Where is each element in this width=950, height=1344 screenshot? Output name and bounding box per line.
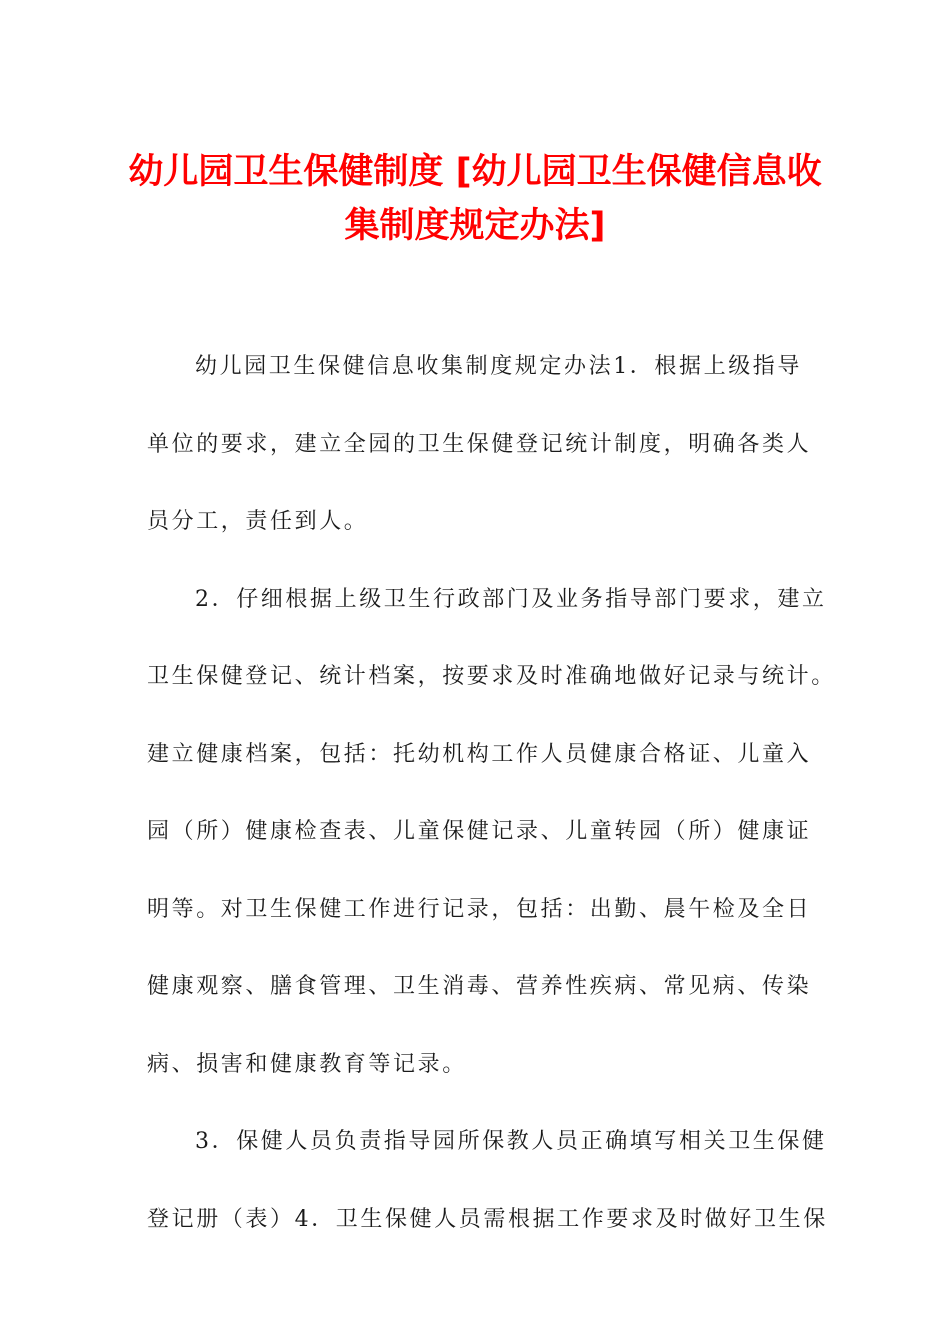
title-line-1: 幼儿园卫生保健制度 [幼儿园卫生保健信息收 xyxy=(128,152,822,192)
body-line-1: 幼儿园卫生保健信息收集制度规定办法1．根据上级指导 xyxy=(195,354,802,379)
body-line-11: 3．保健人员负责指导园所保教人员正确填写相关卫生保健 xyxy=(195,1129,827,1154)
body-line-6: 建立健康档案，包括：托幼机构工作人员健康合格证、儿童入 xyxy=(147,741,812,767)
document-title xyxy=(120,145,830,253)
body-line-7: 园（所）健康检查表、儿童保健记录、儿童转园（所）健康证 xyxy=(147,819,812,844)
body-line-10: 病、损害和健康教育等记录。 xyxy=(147,1051,467,1077)
body-line-2: 单位的要求，建立全园的卫生保健登记统计制度，明确各类人 xyxy=(147,431,812,457)
body-line-12: 登记册（表）4．卫生保健人员需根据工作要求及时做好卫生保 xyxy=(147,1206,828,1232)
title-line-2: 集制度规定办法] xyxy=(344,206,606,246)
body-line-5: 卫生保健登记、统计档案，按要求及时准确地做好记录与统计。 xyxy=(147,664,836,689)
body-line-4: 2．仔细根据上级卫生行政部门及业务指导部门要求，建立 xyxy=(195,586,827,612)
document-body xyxy=(147,328,836,1258)
body-line-3: 员分工，责任到人。 xyxy=(147,509,369,534)
body-line-9: 健康观察、膳食管理、卫生消毒、营养性疾病、常见病、传染 xyxy=(147,974,812,999)
body-line-8: 明等。对卫生保健工作进行记录，包括：出勤、晨午检及全日 xyxy=(147,896,812,922)
